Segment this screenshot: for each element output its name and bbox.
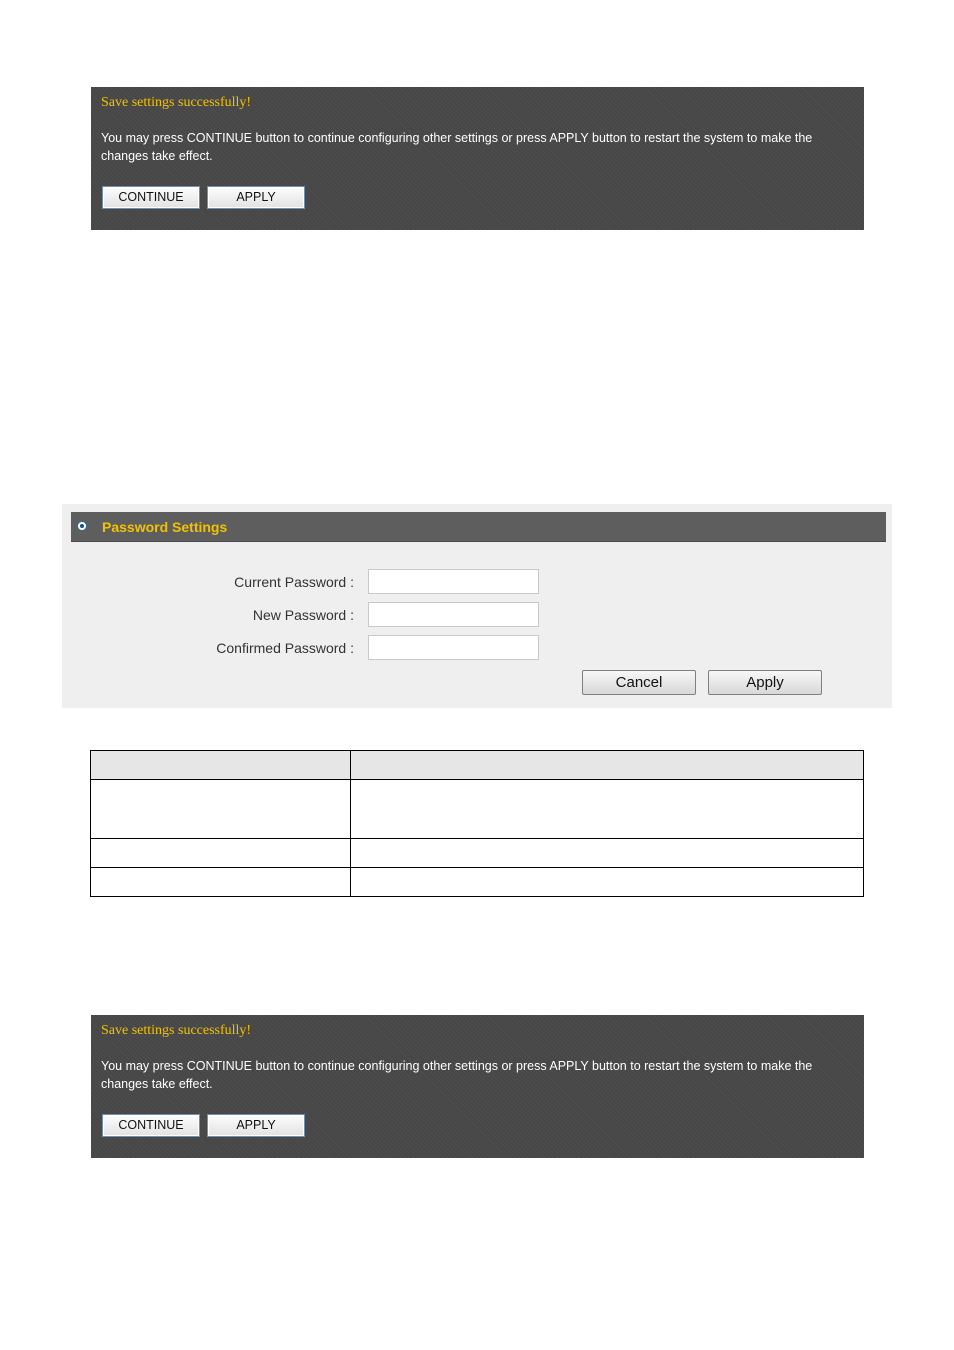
table-cell [351, 780, 864, 839]
table-row [91, 839, 864, 868]
save-success-panel-top [91, 87, 864, 230]
save-button-group [102, 186, 312, 209]
table-row [91, 780, 864, 839]
save-success-message: You may press CONTINUE button to continue configuring other settings or press APPLY button to restart the system to make the changes take effect. [101, 131, 813, 163]
apply-button[interactable]: APPLY [207, 186, 305, 209]
table-header-row [91, 751, 864, 780]
continue-button[interactable]: CONTINUE [102, 1114, 200, 1137]
current-password-label: Current Password : [234, 574, 354, 590]
table-cell [91, 751, 351, 780]
new-password-input[interactable] [368, 602, 539, 627]
continue-button[interactable]: CONTINUE [102, 186, 200, 209]
table-row [91, 868, 864, 897]
confirmed-password-label: Confirmed Password : [216, 640, 354, 656]
table-cell [91, 780, 351, 839]
table-cell [91, 868, 351, 897]
password-settings-title: Password Settings [102, 519, 228, 535]
description-table [90, 750, 864, 897]
save-success-title: Save settings successfully! [101, 1023, 252, 1038]
table-cell [351, 868, 864, 897]
password-settings-panel [62, 504, 892, 708]
apply-button[interactable]: APPLY [207, 1114, 305, 1137]
current-password-input[interactable] [368, 569, 539, 594]
save-success-title: Save settings successfully! [101, 95, 252, 110]
save-success-panel-bottom [91, 1015, 864, 1158]
cancel-button[interactable]: Cancel [582, 670, 696, 695]
table-cell [91, 839, 351, 868]
save-button-group [102, 1114, 312, 1137]
save-success-message: You may press CONTINUE button to continue configuring other settings or press APPLY button to restart the system to make the changes take effect. [101, 1059, 813, 1091]
table-cell [351, 839, 864, 868]
radio-bullet-icon [77, 521, 87, 531]
password-settings-header [71, 512, 886, 542]
table-cell [351, 751, 864, 780]
apply-button[interactable]: Apply [708, 670, 822, 695]
confirmed-password-input[interactable] [368, 635, 539, 660]
new-password-label: New Password : [252, 607, 354, 623]
